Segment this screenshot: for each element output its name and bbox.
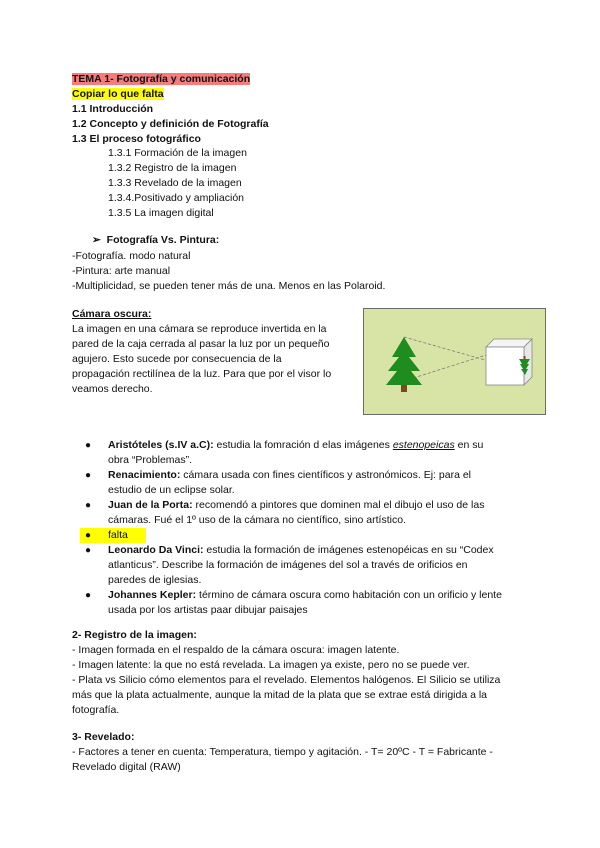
registro-line: - Imagen latente: la que no está revelada. La imagen ya existe, pero no se puede ver. [72, 659, 470, 671]
registro-line: - Plata vs Silicio cómo elementos para el revelado. Elementos halógenos. El Silicio se utiliza [72, 674, 501, 686]
camara-text-line: pared de la caja cerrada al pasar la luz por un pequeño [72, 338, 330, 350]
bullet-name: Juan de la Porta: [108, 499, 193, 511]
versus-line: -Fotografía. modo natural [72, 250, 191, 262]
bullet-emphasis: estenopeicas [392, 439, 455, 451]
header [72, 72, 532, 147]
bullet-text: en su [454, 439, 484, 451]
list-item [80, 543, 540, 588]
registro-title: 2- Registro de la imagen: [72, 629, 197, 641]
history-list [80, 438, 540, 618]
camara-text-line: veamos derecho. [72, 383, 153, 395]
revelado-title: 3- Revelado: [72, 731, 135, 743]
revelado-section [72, 730, 532, 775]
revelado-line: Revelado digital (RAW) [72, 761, 181, 773]
outline-item: 1.1 Introducción [72, 103, 154, 115]
versus-line: -Multiplicidad, se pueden tener más de una. Menos en las Polaroid. [72, 280, 386, 292]
list-item [80, 588, 540, 618]
versus-title: Fotografía Vs. Pintura: [106, 234, 220, 246]
bullet-name: Johannes Kepler: [108, 589, 197, 601]
document-title: TEMA 1- Fotografía y comunicación [72, 73, 251, 85]
bullet-continuation: atlanticus”. Describe la formación de imágenes del sol a través de orificios en [108, 559, 468, 571]
list-item [80, 468, 540, 498]
camara-title: Cámara oscura: [72, 308, 152, 320]
bullet-continuation: obra “Problemas”. [108, 454, 193, 466]
registro-line: - Imagen formada en el respaldo de la cámara oscura: imagen latente. [72, 644, 400, 656]
inverted-tree-trunk [524, 356, 526, 359]
bullet-icon: ● [85, 545, 92, 556]
camara-section [72, 307, 357, 397]
outline-item: 1.2 Concepto y definición de Fotografía [72, 118, 269, 130]
camara-text-line: La imagen en una cámara se reproduce invertida en la [72, 323, 327, 335]
bullet-icon: ● [85, 500, 92, 511]
versus-line: -Pintura: arte manual [72, 265, 171, 277]
bullet-icon: ● [85, 440, 92, 451]
arrow-bullet-icon: ➢ [92, 234, 101, 246]
camara-text-line: agujero. Esto sucede por consecuencia de la [72, 353, 282, 365]
bullet-icon: ● [85, 530, 92, 541]
outline-subitem: 1.3.3 Revelado de la imagen [108, 177, 242, 189]
camara-text-line: propagación rectilínea de la luz. Para que por el visor lo [72, 368, 332, 380]
bullet-icon: ● [85, 590, 92, 601]
versus-heading [92, 234, 219, 246]
box-front [486, 347, 524, 385]
registro-section [72, 628, 532, 718]
outline-subitem: 1.3.1 Formación de la imagen [108, 147, 247, 159]
copy-note: Copiar lo que falta [72, 88, 164, 100]
camera-obscura-figure [363, 308, 546, 415]
bullet-continuation: estudio de un eclipse solar. [108, 484, 235, 496]
bullet-name: Leonardo Da Vinci: [108, 544, 204, 556]
outline-subitem: 1.3.4.Positivado y ampliación [108, 192, 244, 204]
bullet-name: Renacimiento: [108, 469, 181, 481]
bullet-text: estudia la fomración d elas imágenes [213, 439, 393, 451]
revelado-line: - Factores a tener en cuenta: Temperatura, tiempo y agitación. - T= 20ºC - T = Fabricante - [72, 746, 493, 758]
list-item [80, 498, 540, 528]
bullet-icon: ● [85, 470, 92, 481]
list-item [80, 438, 540, 468]
outline-subitem: 1.3.2 Registro de la imagen [108, 162, 237, 174]
bullet-text: estudia la formación de imágenes estenopéicas en su “Codex [203, 544, 494, 556]
bullet-continuation: paredes de iglesias. [108, 574, 202, 586]
outline-item: 1.3 El proceso fotográfico [72, 133, 201, 145]
bullet-text: cámara usada con fines científicos y astronómicos. Ej: para el [180, 469, 471, 481]
bullet-continuation: usada por los artistas paar dibujar paisajes [108, 604, 308, 616]
outline-subitems [108, 146, 247, 221]
registro-line: más que la plata actualmente, aunque la mitad de la plata que se extrae está dirigida a la [72, 689, 488, 701]
outline-subitem: 1.3.5 La imagen digital [108, 207, 214, 219]
bullet-name: Aristóteles (s.IV a.C): [108, 439, 214, 451]
bullet-text: término de cámara oscura como habitación con un orificio y lente [196, 589, 502, 601]
bullet-continuation: cámaras. Fué el 1º uso de la cámara no científico, sino artístico. [108, 514, 406, 526]
bullet-text: recomendó a pintores que dominen mal el dibujo el uso de las [192, 499, 485, 511]
versus-lines [72, 249, 532, 294]
tree-trunk [401, 385, 407, 392]
bullet-text: falta [108, 529, 128, 541]
tree-icon [386, 337, 422, 385]
camera-obscura-illustration [364, 309, 545, 414]
list-item-missing [80, 528, 146, 543]
registro-line: fotografía. [72, 704, 120, 716]
